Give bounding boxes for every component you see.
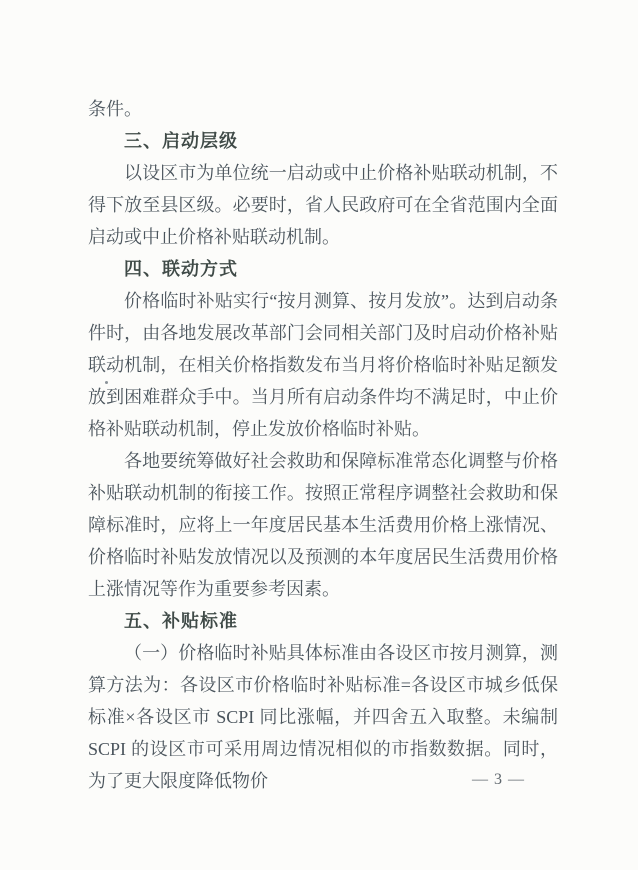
body-paragraph: 以设区市为单位统一启动或中止价格补贴联动机制，不得下放至县区级。必要时，省人民政府可在全省范围内全面启动或中止价格补贴联动机制。 [88, 163, 558, 247]
document-body [88, 93, 558, 797]
body-paragraph: 各地要统筹做好社会救助和保障标准常态化调整与价格补贴联动机制的衔接工作。按照正常程序调整社会救助和保障标准时，应将上一年度居民基本生活费用价格上涨情况、价格临时补贴发放情况以及预测的本年度居民生活费用价格上涨情况等作为重要参考因素。 [88, 451, 558, 599]
paragraph-continuation: 条件。 [88, 99, 142, 119]
scan-artifact-speck [105, 381, 108, 384]
section-heading: 三、启动层级 [124, 131, 238, 151]
page-number: — 3 — [472, 771, 525, 788]
body-paragraph: （一）价格临时补贴具体标准由各设区市按月测算，测算方法为：各设区市价格临时补贴标准=各设区市城乡低保标准×各设区市 SCPI 同比涨幅，并四舍五入取整。未编制 SCPI 的设区市可采用周边情况相似的市指数数据。同时，为了更大限度降低物价 [88, 643, 558, 791]
section-heading: 五、补贴标准 [124, 611, 238, 631]
section-heading: 四、联动方式 [124, 259, 238, 279]
body-paragraph: 价格临时补贴实行“按月测算、按月发放”。达到启动条件时，由各地发展改革部门会同相关部门及时启动价格补贴联动机制，在相关价格指数发布当月将价格临时补贴足额发放到困难群众手中。当月所有启动条件均不满足时，中止价格补贴联动机制，停止发放价格临时补贴。 [88, 291, 558, 439]
